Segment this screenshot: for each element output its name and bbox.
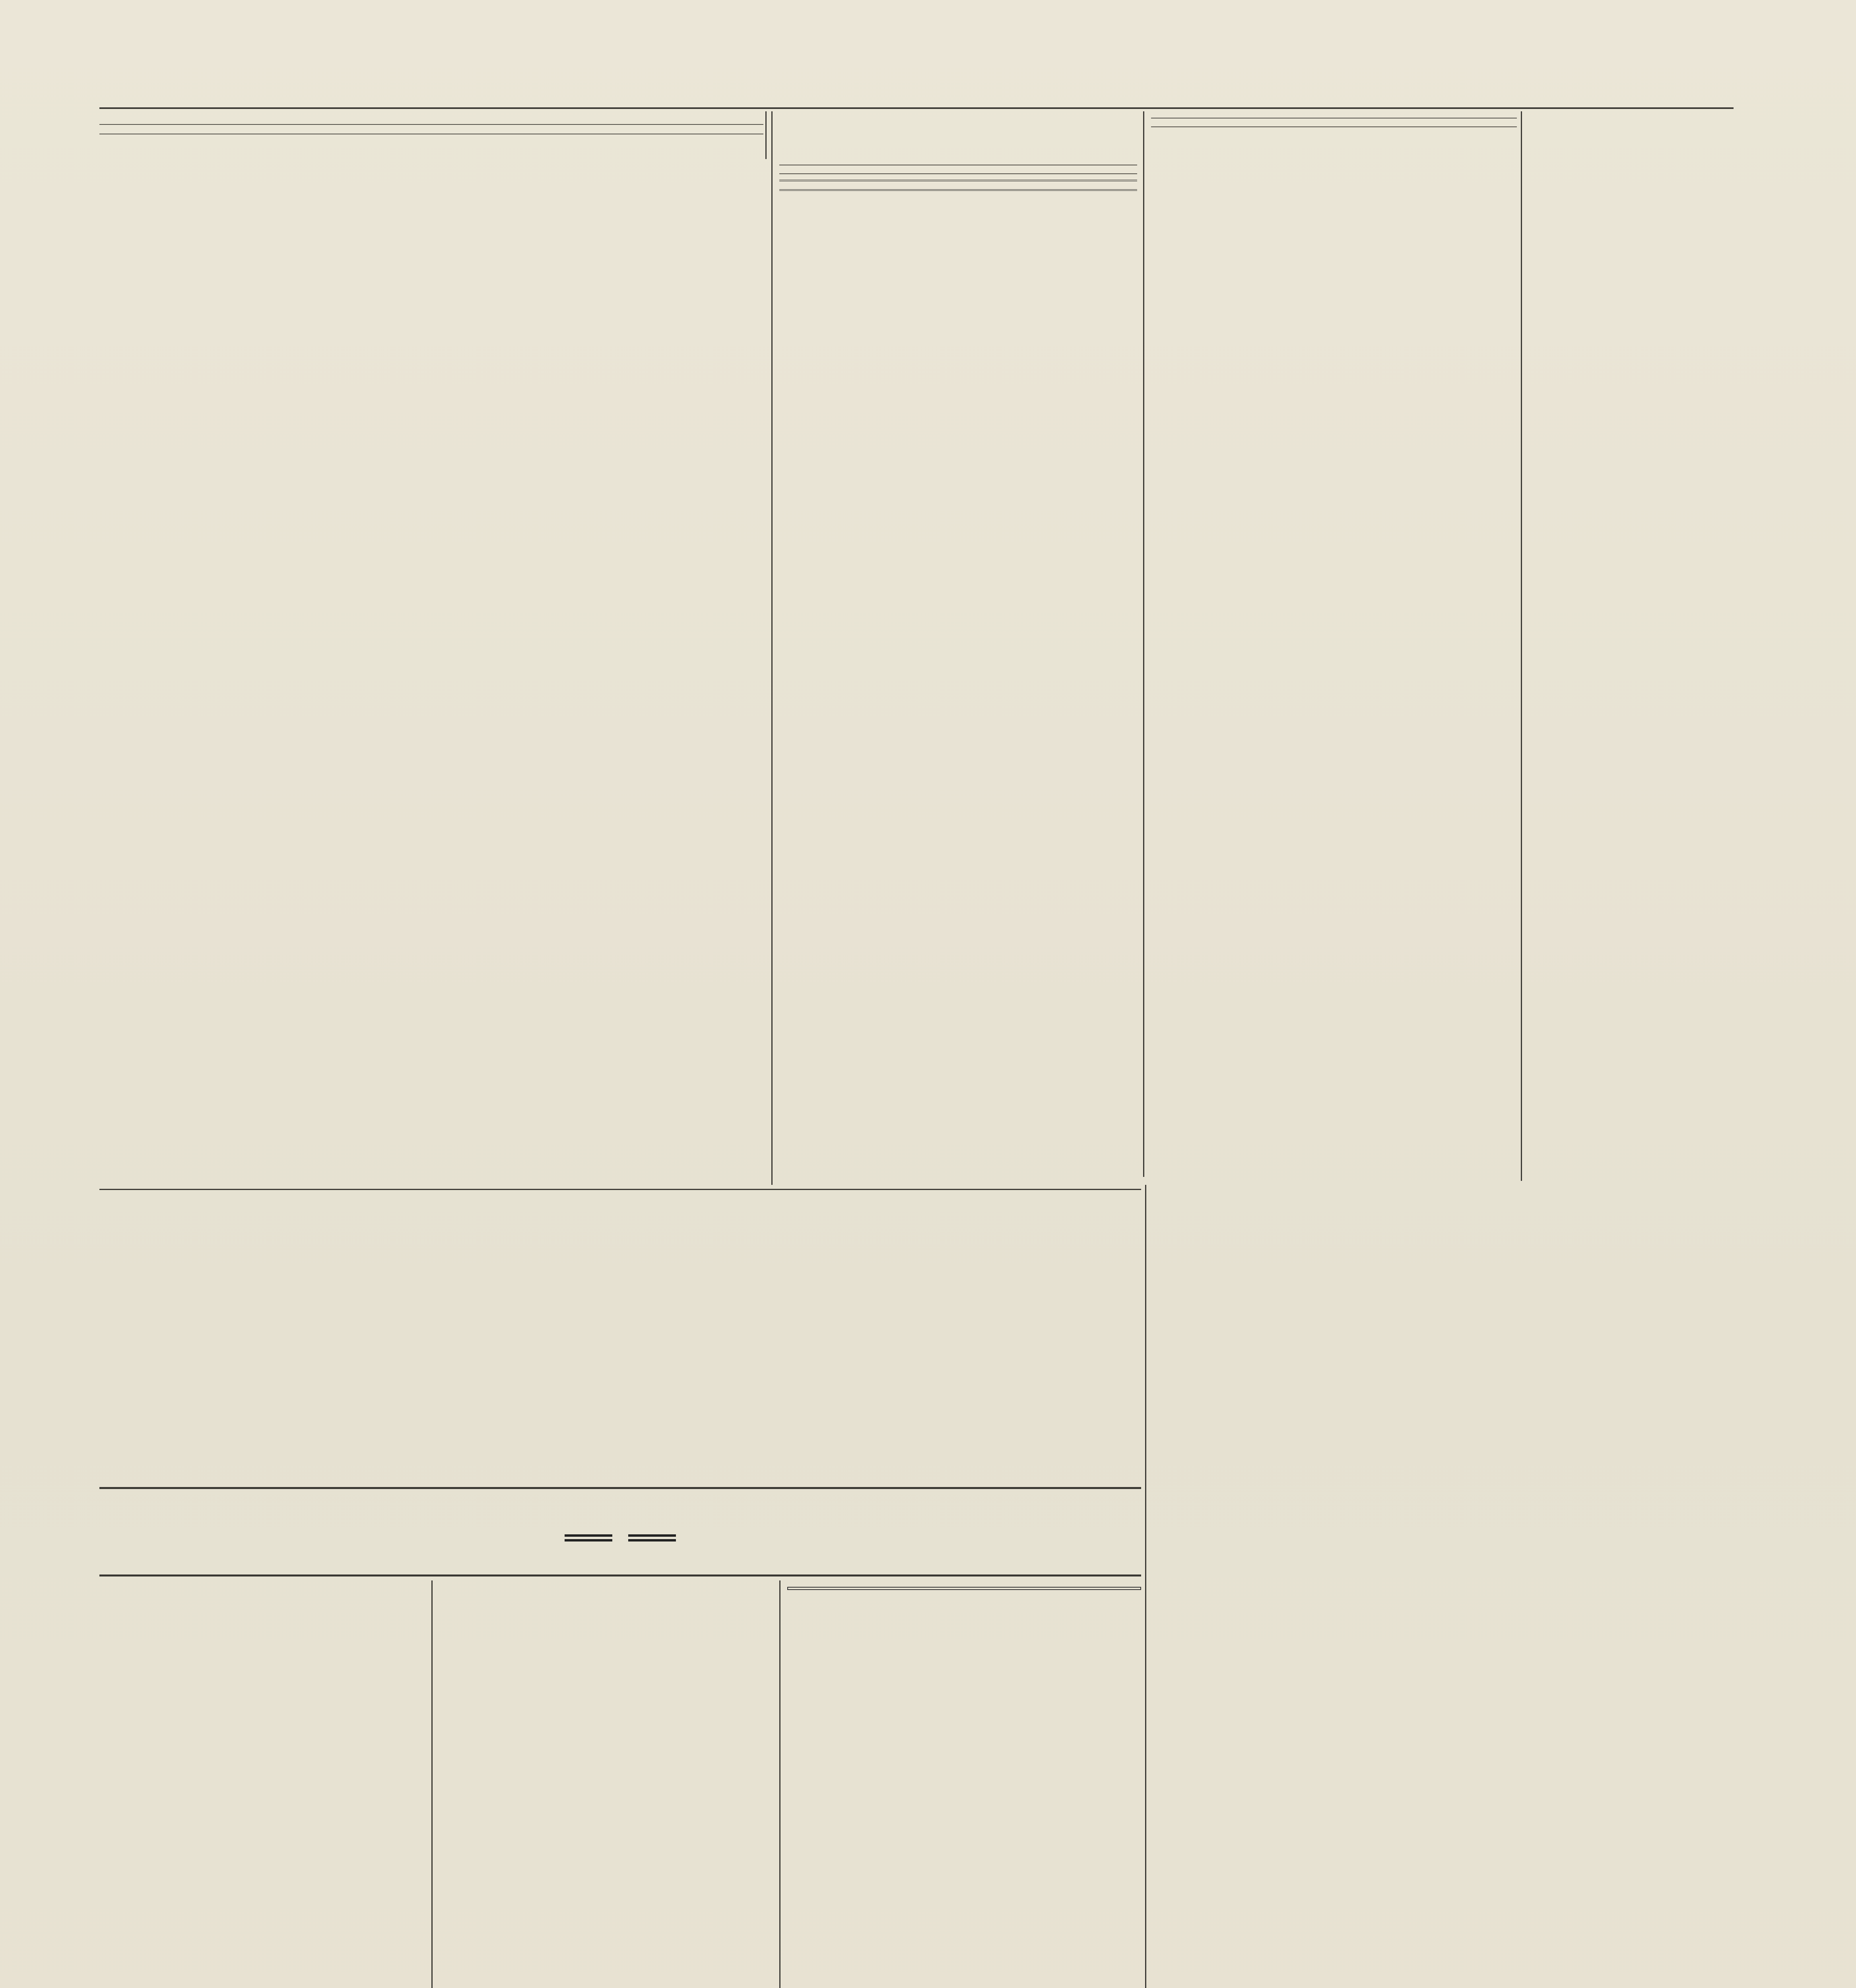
section-rule [99, 1189, 1141, 1190]
bursa-banner [99, 1495, 1141, 1571]
column-rule [1521, 111, 1522, 1181]
banner-ornament-right [628, 1534, 676, 1541]
banner-ornament-left [565, 1534, 612, 1541]
divider [99, 124, 763, 125]
column-rule [765, 111, 767, 159]
column-rule [1143, 111, 1144, 1177]
bursa-rule-top [99, 1487, 1141, 1489]
bursa-rule-bottom [99, 1574, 1141, 1576]
bottom-left-article [99, 1193, 1141, 1479]
column-3 [1151, 111, 1517, 1177]
top-rule [99, 107, 1734, 109]
column-rule [431, 1580, 433, 1988]
column-rule [771, 111, 773, 1185]
bursa-col-1 [99, 1580, 425, 1988]
column-2 [779, 159, 1137, 1193]
right-region [1529, 115, 1736, 1185]
divider [1151, 126, 1517, 127]
bursa-col-3 [787, 1580, 1141, 1988]
column-1 [99, 111, 763, 1193]
headline-predplatne [779, 180, 1137, 191]
bursa-col-2 [439, 1580, 773, 1988]
divider [779, 173, 1137, 174]
devis-table [787, 1587, 1141, 1590]
column-rule [779, 1580, 780, 1988]
column-rule [1145, 1185, 1146, 1988]
